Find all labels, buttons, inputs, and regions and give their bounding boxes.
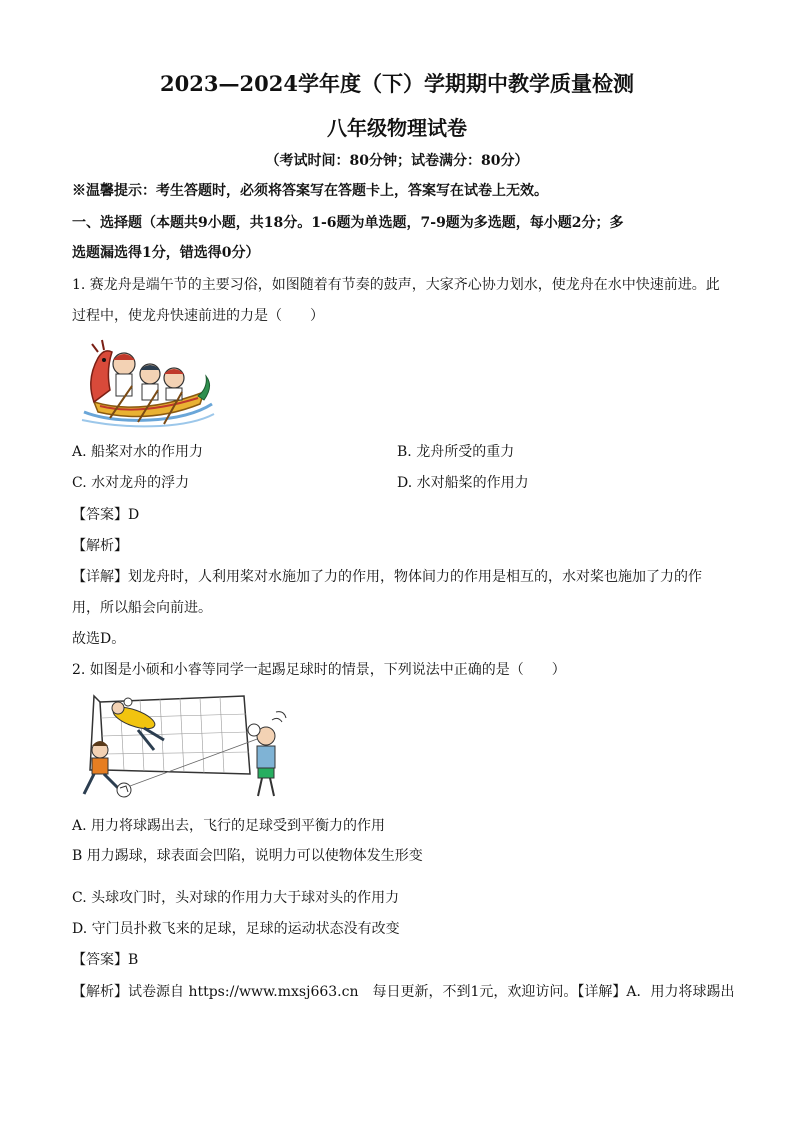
exam-info: （考试时间：80分钟；试卷满分：80分） xyxy=(265,153,529,169)
q1-stem-line1: 1. 赛龙舟是端午节的主要习俗，如图随着有节奏的鼓声，大家齐心协力划水，使龙舟在水中快速前进。此 xyxy=(72,277,720,293)
q1-option-b: B. 龙舟所受的重力 xyxy=(397,444,515,460)
q1-detail-line1: 【详解】划龙舟时，人利用桨对水施加了力的作用，物体间力的作用是相互的，水对桨也施加了力的作 xyxy=(72,569,702,585)
q1-option-c: C. 水对龙舟的浮力 xyxy=(72,475,190,491)
q2-analysis-line: 【解析】试卷源自 https://www.mxsj663.cn 每日更新，不到1元，欢迎访问。【详解】A．用力将球踢出 xyxy=(72,984,735,1000)
q2-option-c: C. 头球攻门时，头对球的作用力大于球对头的作用力 xyxy=(72,890,400,906)
q2-option-b: B 用力踢球，球表面会凹陷，说明力可以使物体发生形变 xyxy=(72,848,423,864)
q1-option-a: A. 船桨对水的作用力 xyxy=(72,444,204,460)
dragon-boat-illustration xyxy=(80,330,216,430)
q2-stem: 2. 如图是小硕和小睿等同学一起踢足球时的情景，下列说法中正确的是（ ） xyxy=(72,662,566,678)
q2-option-a: A. 用力将球踢出去，飞行的足球受到平衡力的作用 xyxy=(72,818,386,834)
section-heading-line2: 选题漏选得1分，错选得0分） xyxy=(72,245,260,261)
q2-option-d: D. 守门员扑救飞来的足球，足球的运动状态没有改变 xyxy=(72,921,400,937)
q1-detail-line2: 用，所以船会向前进。 xyxy=(72,600,212,616)
q1-conclusion: 故选D。 xyxy=(72,631,126,647)
exam-title: 2023—2024学年度（下）学期期中教学质量检测 xyxy=(160,71,634,96)
soccer-illustration xyxy=(74,690,294,806)
q1-stem-line2: 过程中，使龙舟快速前进的力是（ ） xyxy=(72,308,324,324)
notice: ※温馨提示：考生答题时，必须将答案写在答题卡上，答案写在试卷上无效。 xyxy=(72,183,548,199)
section-heading-line1: 一、选择题（本题共9小题，共18分。1-6题为单选题，7-9题为多选题，每小题2分；多 xyxy=(72,215,624,231)
q2-answer: 【答案】B xyxy=(72,952,139,968)
q1-analysis: 【解析】 xyxy=(72,538,128,554)
exam-subtitle: 八年级物理试卷 xyxy=(327,116,467,140)
q1-option-d: D. 水对船桨的作用力 xyxy=(397,475,529,491)
q1-answer: 【答案】D xyxy=(72,507,140,523)
